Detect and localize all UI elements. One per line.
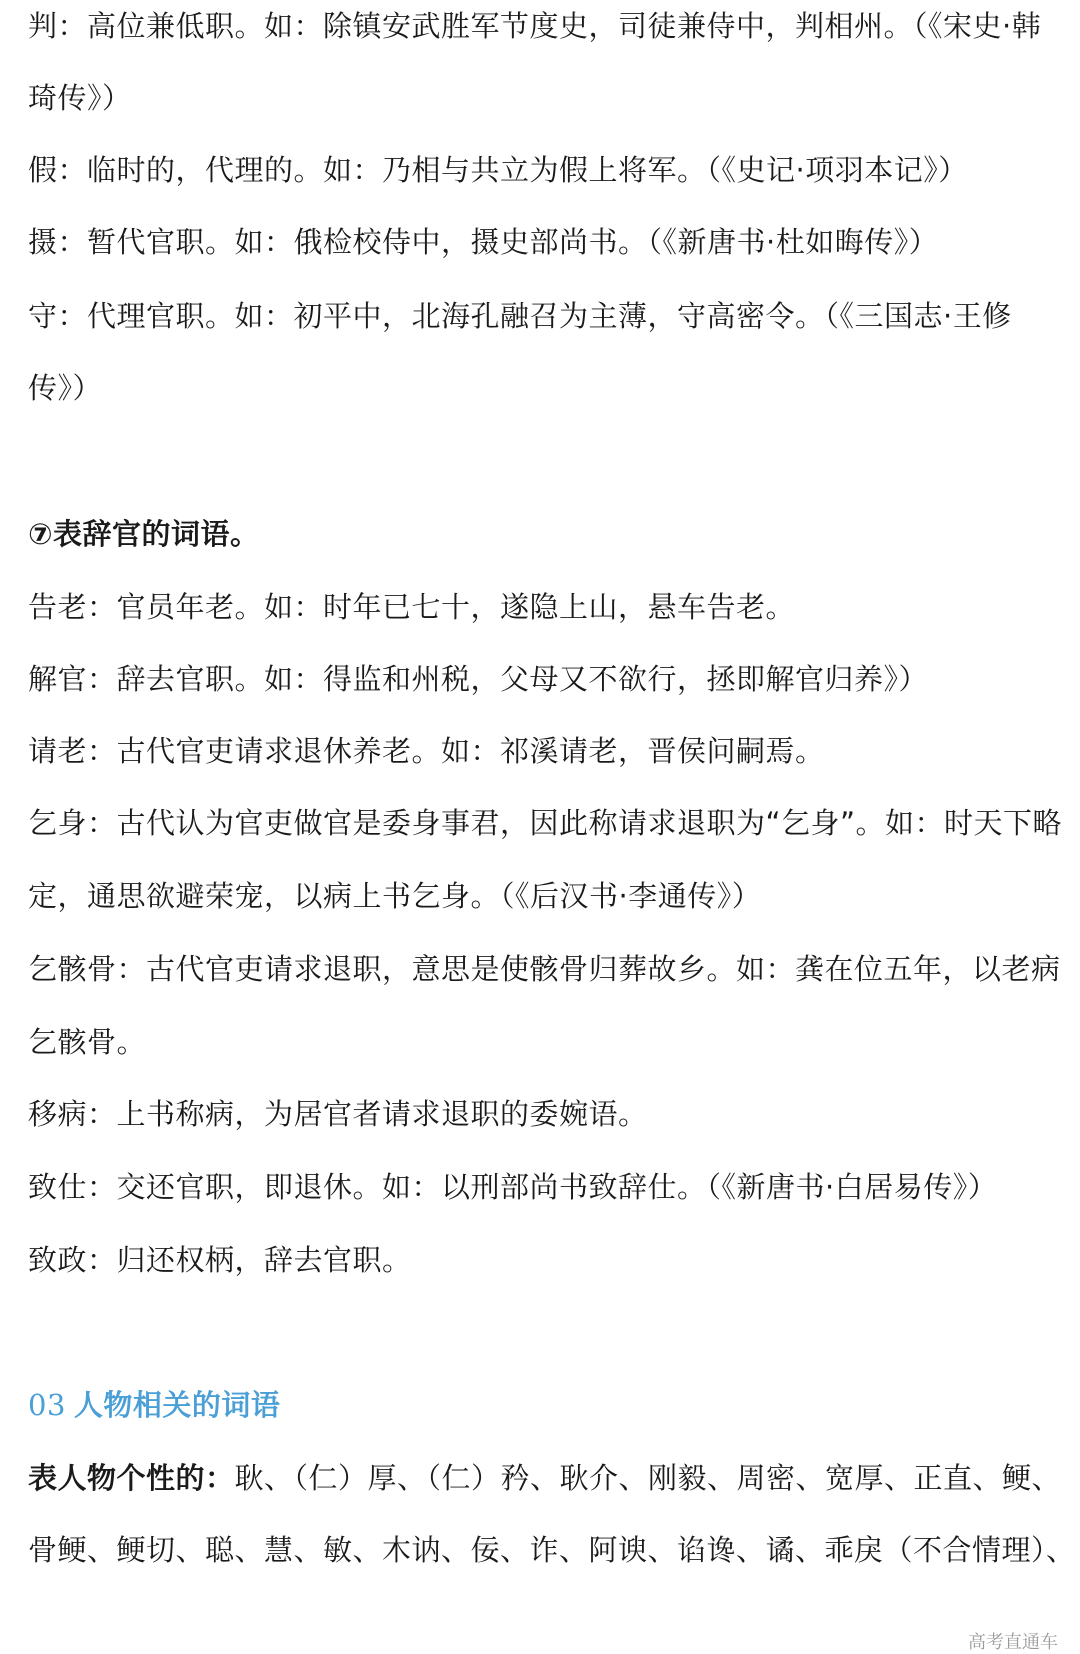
section-number: 03 [28, 1388, 66, 1422]
entry-qihaigu-line-1: 乞骸骨：古代官吏请求退职，意思是使骸骨归葬故乡。如：龚在位五年，以老病 [28, 952, 1061, 986]
entry-qishen-line-1: 乞身：古代认为官吏做官是委身事君，因此称请求退职为“乞身”。如：时天下略 [28, 806, 1063, 840]
entry-qihaigu-line-2: 乞骸骨。 [28, 1025, 147, 1059]
traits-line-2: 骨鲠、鲠切、聪、慧、敏、木讷、佞、诈、阿谀、谄谗、谲、乖戾（不合情理）、 [28, 1533, 1076, 1567]
entry-jieguan: 解官：辞去官职。如：得监和州税，父母又不欲行，拯即解官归养》） [28, 662, 929, 696]
entry-pan-line-2: 琦传》） [28, 81, 132, 115]
entry-shou-line-1: 守：代理官职。如：初平中，北海孔融召为主薄，守高密令。（《三国志·王修 [28, 299, 1012, 333]
section-heading [28, 1385, 1058, 1425]
traits-label: 表人物个性的： [28, 1461, 235, 1495]
entry-zhishi: 致仕：交还官职，即退休。如：以刑部尚书致辞仕。（《新唐书·白居易传》） [28, 1170, 998, 1204]
entry-qinglao: 请老：古代官吏请求退休养老。如：祁溪请老，晋侯问嗣焉。 [28, 734, 825, 768]
entry-she: 摄：暂代官职。如：俄检校侍中，摄史部尚书。（《新唐书·杜如晦传》） [28, 225, 939, 259]
entry-zhizheng: 致政：归还权柄，辞去官职。 [28, 1243, 412, 1277]
entry-pan-line-1: 判：高位兼低职。如：除镇安武胜军节度史，司徒兼侍中，判相州。（《宋史·韩 [28, 9, 1042, 43]
traits-text-1: 耿、（仁）厚、（仁）矜、耿介、刚毅、周密、宽厚、正直、鲠、 [234, 1461, 1062, 1495]
subsection-heading: ⑦表辞官的词语。 [28, 517, 260, 551]
entry-shou-line-2: 传》） [28, 371, 103, 405]
entry-jia: 假：临时的，代理的。如：乃相与共立为假上将军。（《史记·项羽本记》） [28, 153, 968, 187]
entry-yibing: 移病：上书称病，为居官者请求退职的委婉语。 [28, 1097, 648, 1131]
section-title: 人物相关的词语 [73, 1388, 281, 1422]
entry-gaolao: 告老：官员年老。如：时年已七十，遂隐上山，悬车告老。 [28, 590, 796, 624]
watermark: 高考直通车 [968, 1632, 1058, 1653]
entry-qishen-line-2: 定，通思欲避荣宠，以病上书乞身。（《后汉书·李通传》） [28, 879, 762, 913]
traits-line-1 [28, 1458, 1062, 1498]
